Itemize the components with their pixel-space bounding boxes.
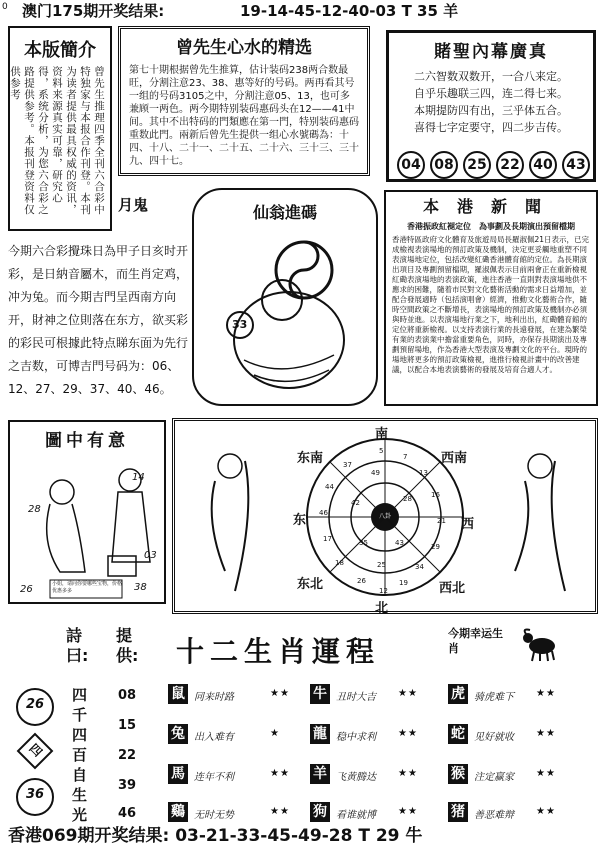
poem-title: 賭聖內幕廣真 [434,42,548,62]
left-article [8,192,190,402]
luck-symbol-bot: 36 [16,778,54,816]
zodiac-animal: 鼠 [168,684,188,704]
ring-number: 26 [357,577,366,585]
immortal-illustration [194,230,376,400]
poem-char: 四 [72,726,88,744]
zodiac-phrase: 飞黄腾达 [336,772,376,783]
luck-symbol-top: 26 [16,688,54,726]
left-figure-head [218,454,242,478]
zodiac-stars: ★★ [398,768,418,779]
zodiac-stars: ★★ [536,806,556,817]
poem-box [386,30,596,182]
zodiac-stars: ★★ [398,688,418,699]
page-number: 0 [2,2,8,12]
zodiac-stars: ★★ [398,728,418,739]
zodiac-stars: ★★ [536,688,556,699]
zodiac-animal: 羊 [310,764,330,784]
provide-number: 22 [118,748,137,763]
direction-west: 西 [461,517,475,532]
provide-number: 15 [118,718,137,733]
zodiac-animal: 牛 [310,684,330,704]
provide-label: 提供: [116,626,139,665]
direction-southwest: 西南 [441,451,468,466]
picture-number: 03 [144,550,157,561]
macau-result-header [0,0,606,22]
provide-number: 46 [118,806,137,821]
luck-label: 今期幸运生肖 [448,627,503,655]
poem-char: 自 [72,766,88,784]
zodiac-animal: 虎 [448,684,468,704]
goat-icon [520,628,560,662]
zodiac-stars: ★★ [536,768,556,779]
poem-lines [389,68,593,136]
right-figures [515,461,565,591]
ring-number: 29 [431,543,440,551]
goat-body [529,638,555,654]
intro-title: 本版簡介 [24,40,96,61]
ring-numbers [315,439,455,599]
article-text: 今期六合彩攪珠日為甲子日亥时开彩，是日納音屬木，而生肖定鸡，冲为兔。而今期吉門呈西南方向开，財神之位則落在东方，欲买彩的彩民可根據此特点睇东面为先行之吉数，可博吉門号码为：06、12、27、29、37、40、46。 [8,244,189,396]
editor-text: 第七十期根据曾先生推算，估计装码238两合数最旺，分割注意23、38、惠等好的号码。两再看其号一组的号码3105之中，分割注意05、13，也可多兼顾一两色。两今期特别装码惠码头在12——41中间。其中不出特码的門類應在第一門，特别装码惠码重数此門。兩新后曾先生提供一组心水號碼為：十四、十八、二十一、二十五、二十六、三十三、三十九、四十七。 [129,65,359,167]
direction-east: 东 [293,513,307,528]
left-figures [212,461,249,591]
zodiac-animal: 兔 [168,724,188,744]
picture-number: 28 [28,504,41,515]
zodiac-animal: 蛇 [448,724,468,744]
news-title: 本港新聞 [422,197,559,216]
ring-number: 16 [431,491,440,499]
right-figure-head [528,454,552,478]
poem-ball: 22 [496,151,524,179]
zodiac-animal: 狗 [310,802,330,822]
zodiac-stars: ★★ [270,688,290,699]
ring-number: 37 [343,461,352,469]
article-tag: 月鬼 [118,196,149,214]
zodiac-animal: 馬 [168,764,188,784]
poem-ball: 08 [430,151,458,179]
poem-char: 四 [72,686,88,704]
poem-line: 自乎乐趣联三四，连二得七来。 [414,87,568,100]
ring-number: 5 [379,447,384,455]
picture-title: 圖中有意 [45,431,129,451]
header-result: 19-14-45-12-40-03 T 35 羊 [240,2,459,20]
news-text: 香港特區政府文化體育及旅遊局局長羅淑佩21日表示，已完成檢視表演場地的預訂政策及機制，決定更妥觸地重塑不同表演場地定位，包括改變紅磡香港體育館的定位。為長期演出項目及專劃預留檔期，羅淑佩表示目前兩會正在重新檢視紅磡表演場地的表演政策，進往香港一直則對表演場地供不應求的困難，隨着市民對文化藝術活動的需求日益增加，並配合發展適時（包括演唱會）經濟，推動文化藝術合作，隨時空間政策之不斷增長，表演場地的預訂政策及機制亦必須與時並進。以表演場地行業之下，地利出出，紅磡體育館的定位將重新檢視。以支持表演行業的長遠發展，在建為繁榮有業的表演業中擔當重要角色，同時，亦保存長期演出及專劃預留場地，作為香港大型表演及專劃文化的平台。現時的場地將更多的預訂政策檢視，進推行檢視計畫中的改善建議，以配合本地表演藝術的發展及培育合適人才。 [392,235,590,374]
immortal-title: 仙翁進碼 [252,203,317,222]
poem-line: 二六智数双数开，一合八来定。 [414,70,568,83]
ring-number: 12 [379,587,388,595]
immortal-number: 33 [232,318,248,331]
zodiac-phrase: 出入难有 [194,732,234,743]
ring-number: 19 [399,579,408,587]
zodiac-phrase: 见好就收 [474,732,514,743]
poem-char: 生 [72,786,88,804]
news-subtitle: 香港振政紅褪定位 為事劃及長期演出預留檔期 [407,222,575,231]
direction-southeast: 东南 [297,451,324,466]
ring-number: 35 [359,539,368,547]
ring-number: 13 [419,469,428,477]
zodiac-phrase: 稳中求利 [336,732,376,743]
compass-box [172,418,598,614]
zodiac-phrase: 注定赢家 [474,772,514,783]
zodiac-phrase: 连年不利 [194,772,234,783]
poem-line: 本期提防四有出，三乎体五合。 [414,104,568,117]
woman-body [47,504,85,572]
poem-char: 百 [72,746,88,764]
zodiac-stars: ★ [270,728,280,739]
picture-number: 14 [132,472,145,483]
zodiac-animal: 鷄 [168,802,188,822]
poem-char: 千 [72,706,88,724]
intro-text: 曾先生推理四季全刊六合彩中特独家与本报合作刊登。本刊为读者提供最具权威的资讯，资料来源真实可靠，研究心得，系统分析，为您六合彩之路提供参考。本报刊登资料仅供参考 [9,66,105,216]
poem-ball: 25 [463,151,491,179]
provide-number: 08 [118,688,137,703]
robe-lines [244,355,334,381]
direction-northwest: 西北 [439,581,466,596]
picture-caption: 小姐，请问你要哪些宝物，价格优惠多多 [52,581,123,594]
goat-head [523,633,533,643]
zodiac-animal: 猴 [448,764,468,784]
immortal-image-box [192,188,378,406]
direction-northeast: 东北 [297,577,324,592]
picture-box [8,420,166,604]
zodiac-phrase: 丑时大吉 [336,692,376,703]
luck-symbol-mid: 四 [17,733,54,770]
zodiac-section [8,618,598,824]
zodiac-phrase: 善恶难辩 [474,810,514,821]
poem-ball: 40 [529,151,557,179]
news-box [384,190,598,406]
hongkong-result-footer: 香港069期开奖结果: 03-21-33-45-49-28 T 29 牛 [8,826,423,846]
immortal-body [234,292,344,388]
center-text: 八卦 [379,513,392,520]
poem-ball: 04 [397,151,425,179]
header-title: 澳门175期开奖结果: [22,2,165,20]
zodiac-title: 十二生肖運程 [176,635,381,668]
ring-number: 17 [323,535,332,543]
ring-number: 34 [415,563,424,571]
zodiac-stars: ★★ [270,806,290,817]
editor-title: 曾先生心水的精选 [176,38,312,58]
picture-number: 38 [134,582,147,593]
zodiac-stars: ★★ [398,806,418,817]
zodiac-animal: 龍 [310,724,330,744]
ring-number: 46 [319,509,328,517]
taiji-curve [290,242,318,298]
poem-ball: 43 [562,151,590,179]
poem-char: 光 [72,806,88,824]
ring-number: 21 [437,517,446,525]
ring-number: 44 [325,483,334,491]
picture-number: 26 [20,584,33,595]
zodiac-phrase: 无时无势 [194,810,234,821]
woman-head [50,480,74,504]
provide-number: 39 [118,778,137,793]
zodiac-phrase: 骑虎难下 [474,692,514,703]
ring-number: 25 [377,561,386,569]
zodiac-stars: ★★ [536,728,556,739]
zodiac-animal: 猪 [448,802,468,822]
editor-box [118,26,370,176]
ring-number: 28 [403,495,412,503]
zodiac-stars: ★★ [270,768,290,779]
ring-number: 43 [395,539,404,547]
poem-label: 詩曰: [66,626,89,665]
direction-south: 南 [375,427,389,442]
ring-number: 49 [371,469,380,477]
poem-line: 喜得七字定要守，四二步吉传。 [414,121,568,134]
ring-number: 18 [335,559,344,567]
zodiac-phrase: 同来时路 [194,692,234,703]
zodiac-phrase: 看谁就博 [336,810,376,821]
direction-north: 北 [375,601,389,616]
ring-number: 42 [351,499,360,507]
ring-number: 7 [403,453,408,461]
